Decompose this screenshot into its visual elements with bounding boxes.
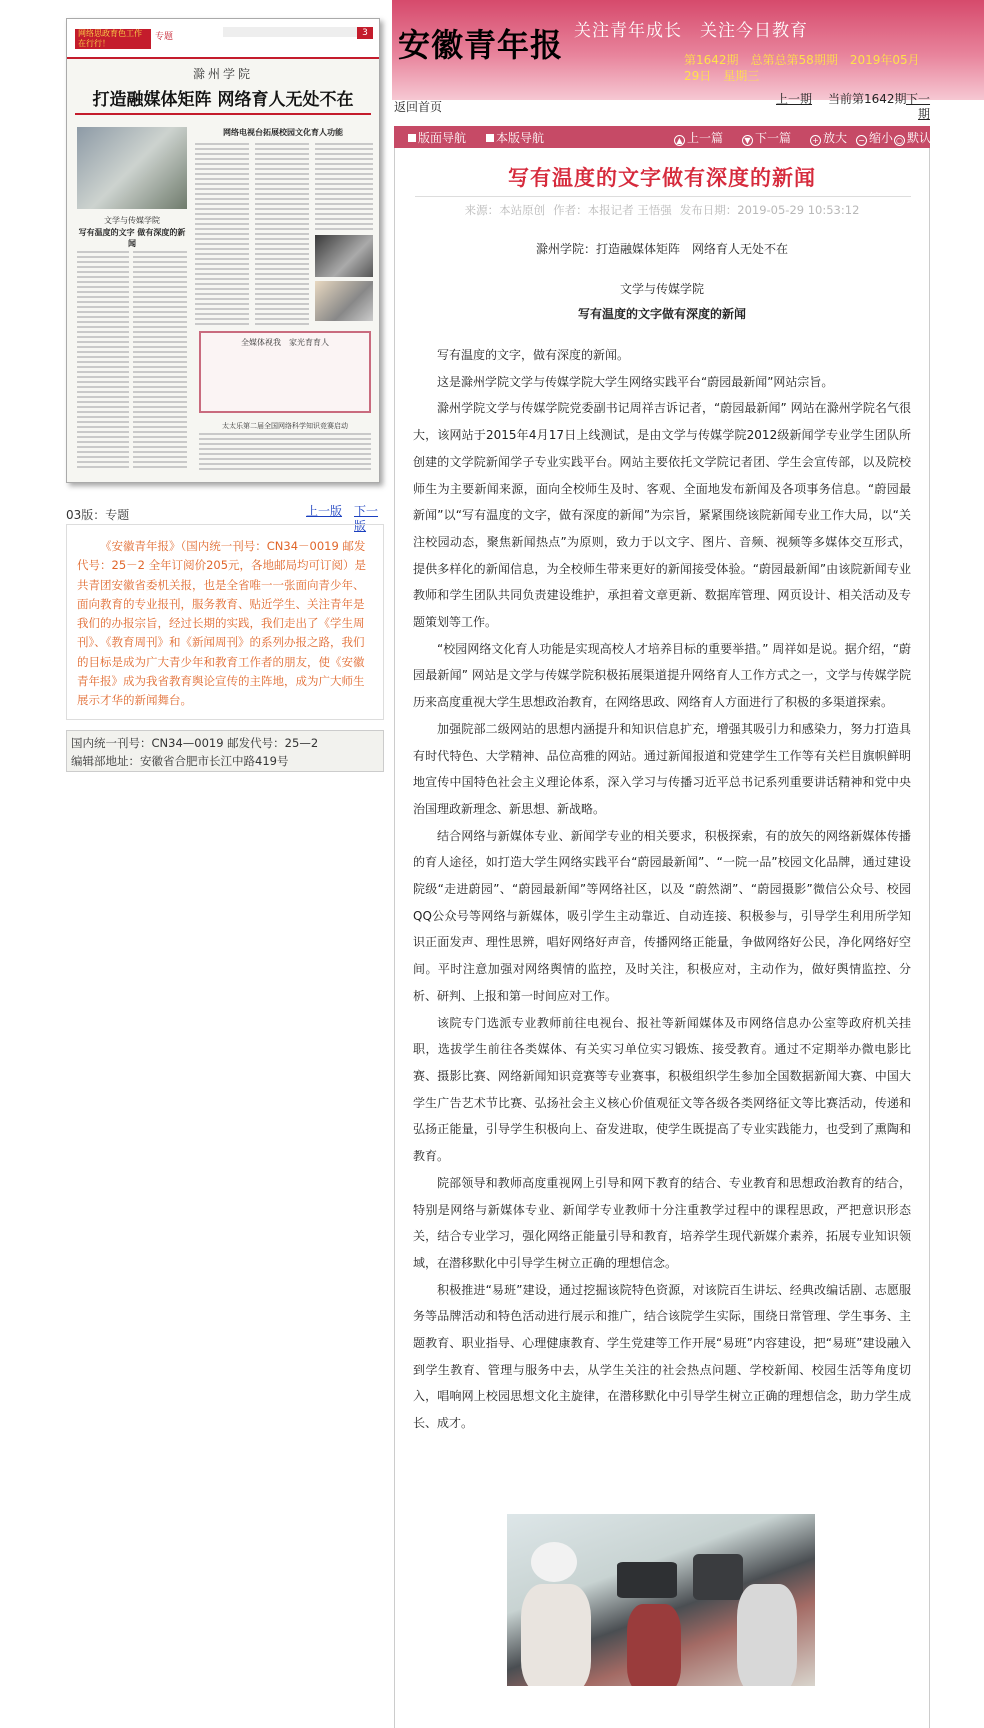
title-divider (415, 196, 911, 197)
issue-weekday: 星期三 (723, 69, 760, 83)
plus-icon: + (810, 135, 821, 146)
thumbnail-boxed-article (199, 331, 371, 413)
issue-number: 第1642期 (684, 53, 739, 67)
thumbnail-text-column (315, 143, 373, 231)
editorial-address: 编辑部地址：安徽省合肥市长江中路419号 (71, 754, 289, 768)
article-paragraph: 加强院部二级网站的思想内涵提升和知识信息扩充，增强其吸引力和感染力，努力打造具有时代特色、大学精神、品位高雅的网站。通过新闻报道和党建学生工作等有关栏目旗帜鲜明地宣传中国特色社会主义理论体系，深入学习与传播习近平总书记系列重要讲话精神和党中央治国理政新理念、新思想、新战略。 (413, 721, 911, 816)
thumbnail-header-strip (223, 27, 373, 37)
article-author: 作者：本报记者 王悟强 (553, 203, 672, 217)
prev-issue-link[interactable]: 上一期 (776, 92, 813, 106)
article-paragraph: 这是滁州学院文学与传媒学院大学生网络实践平台“蔚园最新闻”网站宗旨。 (437, 374, 834, 389)
article-subheading: 滁州学院：打造融媒体矩阵 网络育人无处不在 (535, 242, 788, 256)
article-paragraph: 院部领导和教师高度重视网上引导和网下教育的结合、专业教育和思想政治教育的结合，特别是网络与新媒体专业、新闻学专业教师十分注重教学过程中的课程思政，严把意识形态关，结合专业学习，强化网络正能量引导和教育，培养学生现代新媒介素养，拓展专业知识领域，在潜移默化中引导学生树立正确的理想信念。 (413, 1175, 911, 1270)
arrow-down-icon: ▼ (742, 135, 753, 146)
newspaper-intro (66, 524, 384, 720)
thumbnail-photo (315, 281, 373, 321)
publication-number: 国内统一刊号：CN34—0019 邮发代号：25—2 (71, 736, 319, 750)
thumbnail-subtitle: 写有温度的文字 做有深度的新闻 (78, 227, 186, 248)
thumbnail-text-column (77, 251, 129, 471)
article-source: 来源：本站原创 (464, 203, 546, 217)
thumbnail-box-title: 全媒体视我 家光育育人 (241, 338, 329, 347)
article-paragraph: 滁州学院文学与传媒学院党委副书记周祥吉诉记者，“蔚园最新闻” 网站在滁州学院名气很大，该网站于2015年4月17日上线测试，是由文学与传媒学院2012级新闻学专业学生团队所创建的文学院新闻学子专业实践平台。网站主要依托文学院记者团、学生会宣传部，以及院校师生为主要新闻来源，面向全校师生及时、客观、全面地发布新闻及各项事务信息。“蔚园最新闻”以“写有温度的文字，做有深度的新闻”为宗旨，紧紧围绕该院新闻专业工作大局，以“关注校园动态，聚焦新闻热点”为原则，致力于以文字、图片、音频、视频等多媒体交互形式，提供多样化的新闻信息，为全校师生带来更好的新闻接受体验。“蔚园最新闻”由该院新闻专业教师和学生团队共同负责建设维护，承担着文章更新、数据库管理、网页设计、相关活动及专题策划等工作。 (413, 401, 911, 630)
next-issue-link[interactable]: 下一期 (906, 92, 931, 121)
square-icon (408, 134, 416, 142)
page-thumbnail[interactable] (66, 18, 380, 483)
thumbnail-section: 专题 (155, 32, 174, 42)
article-paragraph: 结合网络与新媒体专业、新闻学专业的相关要求，积极探索，有的放矢的网络新媒体传播的育人途径，如打造大学生网络实践平台“蔚园最新闻”、“一院一品”校园文化品牌，通过建设院级“走进蔚园”、“蔚园最新闻”等网络社区，以及 “蔚然湖”、“蔚园摄影”微信公众号、校园QQ公众号等网络与新媒体，吸引学生主动靠近、自动连接、积极参与，引导学生利用所学知识正面发声、理性思辨，唱好网络好声音，传播网络正能量，争做网络好公民，净化网络好空间。平时注意加强对网络舆情的监控，及时关注，积极应对，主动作为，做好舆情监控、分析、研判、上报和第一时间应对工作。 (413, 828, 911, 1003)
thumbnail-photo (315, 235, 373, 277)
photo-figure (627, 1604, 681, 1686)
photo-figure (531, 1542, 577, 1582)
back-home-link[interactable]: 返回首页 (394, 100, 443, 114)
article-paragraph: 该院专门选派专业教师前往电视台、报社等新闻媒体及市网络信息办公室等政府机关挂职，选拔学生前往各类媒体、有关实习单位实习锻炼、接受教育。通过不定期举办微电影比赛、摄影比赛、网络新闻知识竞赛等专业赛事，积极组织学生参加全国数据新闻大赛、中国大学生广告艺术节比赛、弘扬社会主义核心价值观征文等各级各类网络征文等比赛活动，传递和弘扬正能量，引导学生积极向上、奋发进取，使学生既提高了专业实践能力，也受到了熏陶和教育。 (413, 1015, 911, 1164)
article-title: 写有温度的文字做有深度的新闻 (508, 166, 816, 190)
article-body (413, 342, 911, 1437)
thumbnail-text-column (133, 251, 187, 471)
thumbnail-rule (75, 113, 371, 115)
article-toolbar (394, 126, 930, 148)
thumbnail-subhead: 文学与传媒学院 (104, 216, 160, 225)
issue-info (684, 52, 934, 84)
thumbnail-side-title: 网络电视台拓展校园文化育人功能 (223, 127, 343, 137)
newspaper-logo: 安徽青年报 (398, 26, 564, 64)
next-page-link[interactable]: 下一版 (354, 504, 379, 533)
arrow-up-icon: ▲ (674, 135, 685, 146)
article-paragraph: “校园网络文化育人功能是实现高校人才培养目标的重要举措。” 周祥如是说。据介绍，“蔚园最新闻” 网站是文学与传媒学院积极拓展渠道提升网络育人工作方式之一，文学与传媒学院历来高度重视大学生思想政治教育，在网络思政、网络育人方面进行了积极的多渠道探索。 (413, 641, 911, 710)
thumbnail-college: 滁州学院 (192, 67, 253, 81)
default-size-button[interactable]: ○ 默认 (896, 131, 932, 145)
publication-info (66, 730, 384, 772)
square-icon (486, 134, 494, 142)
photo-camera (617, 1562, 677, 1598)
thumbnail-badge: 网络思政育色工作在行行！ (75, 29, 151, 49)
page-nav-button[interactable]: 本版导航 (486, 129, 544, 146)
article-photo (507, 1514, 815, 1686)
article-date: 发布日期：2019-05-29 10:53:12 (679, 203, 860, 217)
issue-date: 2019年05月29日 (684, 53, 920, 83)
intro-text: 《安徽青年报》（国内统一刊号：CN34－0019 邮发代号：25－2 全年订阅价205元，各地邮局均可订阅）是共青团安徽省委机关报，也是全省唯一一张面向青少年、面向教育的专业报刊，服务教育、贴近学生、关注青年是我们的办报宗旨，经过长期的实践，我们走出了《学生周刊》、《教育周刊》和《新闻周刊》的系列办报之路，我们的目标是成为广大青少年和教育工作者的朋友，使《安徽青年报》成为我省教育舆论宣传的主阵地，成为广大师生展示才华的新闻舞台。 (77, 539, 367, 708)
prev-page-link[interactable]: 上一版 (306, 504, 343, 518)
next-article-button[interactable]: ▼ 下一篇 (742, 129, 791, 146)
zoom-out-button[interactable]: − 缩小 (856, 129, 893, 146)
article-department: 文学与传媒学院 (619, 282, 704, 296)
thumbnail-page-number: 3 (357, 27, 373, 39)
total-issue: 总第总第58期期 (750, 53, 838, 67)
page-label: 03版：专题 (66, 508, 130, 522)
article-meta (395, 202, 929, 218)
photo-figure (737, 1584, 797, 1686)
current-issue: 当前第1642期 (828, 92, 907, 106)
article-panel (394, 148, 930, 1728)
prev-article-button[interactable]: ▲ 上一篇 (674, 129, 723, 146)
reset-icon: ○ (894, 135, 905, 146)
thumbnail-photo (77, 127, 187, 209)
zoom-in-button[interactable]: + 放大 (810, 129, 847, 146)
article-heading: 写有温度的文字做有深度的新闻 (577, 307, 746, 321)
thumbnail-footer-title: 太太乐第二届全国网络科学知识竞赛启动 (222, 422, 348, 430)
header-slogan: 关注青年成长 关注今日教育 (574, 21, 808, 41)
thumbnail-text-column (195, 143, 249, 325)
minus-icon: − (856, 135, 867, 146)
thumbnail-text-column (199, 433, 371, 473)
issue-navigation (760, 92, 930, 122)
article-paragraph: 积极推进“易班”建设，通过挖掘该院特色资源，对该院百生讲坛、经典改编话剧、志愿服务等品牌活动和特色活动进行展示和推广，结合该院学生实际，围绕日常管理、学生事务、主题教育、职业指导、心理健康教育、学生党建等工作开展“易班”内容建设，把“易班”建设融入到学生教育、管理与服务中去，从学生关注的社会热点问题、学校新闻、校园生活等角度切入，唱响网上校园思想文化主旋律，在潜移默化中引导学生树立正确的理想信念，助力学生成长、成才。 (413, 1282, 911, 1431)
photo-figure (521, 1584, 591, 1686)
thumbnail-text-column (255, 143, 309, 325)
layout-nav-button[interactable]: 版面导航 (408, 129, 466, 146)
thumbnail-headline: 打造融媒体矩阵 网络育人无处不在 (92, 90, 354, 110)
photo-camera (693, 1554, 743, 1600)
article-paragraph: 写有温度的文字，做有深度的新闻。 (437, 348, 630, 362)
